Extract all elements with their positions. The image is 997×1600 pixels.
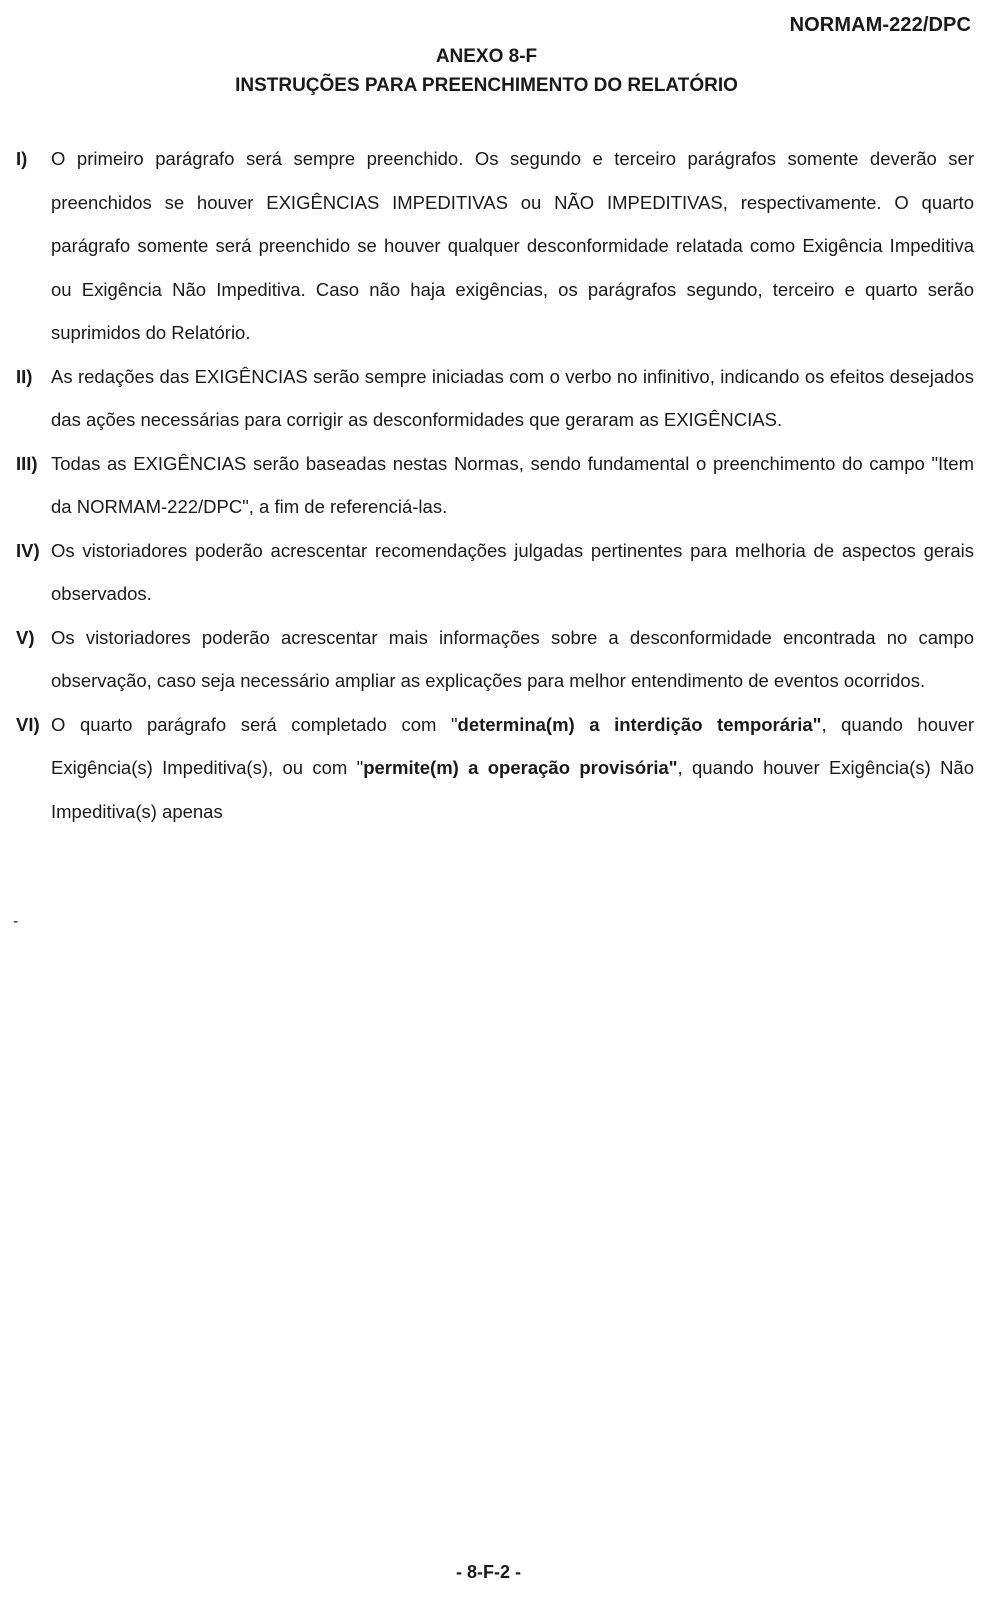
item-number: III) — [16, 452, 38, 474]
item-text-bold: permite(m) a operação provisória" — [363, 757, 678, 778]
instruction-item-2 — [16, 355, 974, 442]
item-number: I) — [16, 148, 28, 169]
item-number: II) — [16, 365, 33, 387]
item-text: As redações das EXIGÊNCIAS serão sempre iniciadas com o verbo no infinitivo, indicando os efeitos desejados das ações necessárias para corrigir as desconformidades que geraram as EXIGÊNCIAS. — [51, 365, 974, 430]
item-text-part: , quando houver Exigência(s) Não Impeditiva(s) apenas — [51, 757, 975, 822]
section-title: INSTRUÇÕES PARA PREENCHIMENTO DO RELATÓRIO — [235, 75, 738, 96]
item-text: Todas as EXIGÊNCIAS serão baseadas nestas Normas, sendo fundamental o preenchimento do campo "Item da NORMAM-222/DPC", a fim de referenciá-las. — [51, 452, 974, 517]
document-code: NORMAM-222/DPC — [789, 14, 971, 36]
item-text-part: , quando houver Exigência(s) Impeditiva(s), ou com " — [51, 713, 974, 778]
item-number: IV) — [16, 539, 40, 561]
page-number: - 8-F-2 - — [456, 1562, 521, 1582]
annex-title: ANEXO 8-F — [435, 46, 538, 67]
instruction-list — [16, 137, 974, 833]
instruction-item-3 — [16, 442, 974, 529]
item-number: VI) — [16, 713, 40, 735]
item-text: Os vistoriadores poderão acrescentar mais informações sobre a desconformidade encontrada no campo observação, caso seja necessário ampliar as explicações para melhor entendimento de eventos ocorridos. — [51, 626, 974, 691]
instruction-item-4 — [16, 529, 974, 616]
instruction-item-1 — [16, 137, 974, 355]
item-text: Os vistoriadores poderão acrescentar recomendações julgadas pertinentes para melhoria de aspectos gerais observados. — [51, 539, 974, 604]
instruction-item-6 — [16, 703, 974, 834]
stray-mark: - — [13, 913, 19, 930]
title-block — [0, 42, 997, 100]
item-text — [51, 703, 974, 834]
item-text: O primeiro parágrafo será sempre preenchido. Os segundo e terceiro parágrafos somente deverão ser preenchidos se houver EXIGÊNCIAS IMPEDITIVAS ou NÃO IMPEDITIVAS, respectivamente. O quarto parágrafo somente será preenchido se houver qualquer desconformidade relatada como Exigência Impeditiva ou Exigência Não Impeditiva. Caso não haja exigências, os parágrafos segundo, terceiro e quarto serão suprimidos do Relatório. — [51, 148, 974, 343]
item-text-part: O quarto parágrafo será completado com " — [51, 713, 458, 735]
item-text-bold: determina(m) a interdição temporária" — [457, 713, 822, 735]
instruction-item-5 — [16, 616, 974, 703]
item-number: V) — [16, 626, 35, 648]
